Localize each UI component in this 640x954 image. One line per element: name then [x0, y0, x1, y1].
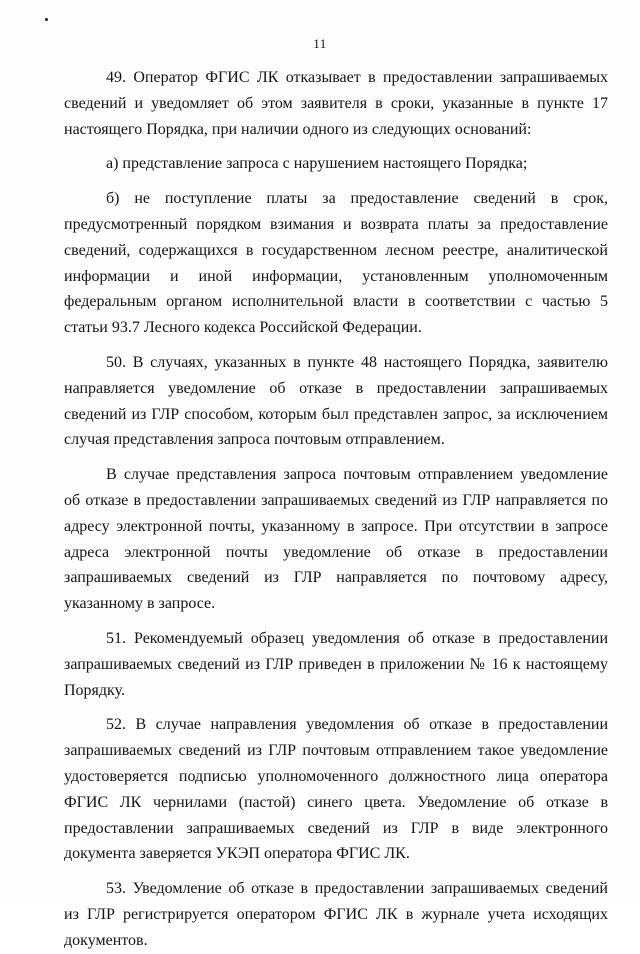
paragraph-53: 53. Уведомление об отказе в предоставлении запрашиваемых сведений из ГЛР регистрируется оператором ФГИС ЛК в журнале учета исходящих документов.	[64, 880, 608, 949]
scan-speck	[45, 18, 48, 21]
paragraph-51: 51. Рекомендуемый образец уведомления об отказе в предоставлении запрашиваемых сведений из ГЛР приведен в приложении № 16 к настоящему Порядку.	[64, 629, 608, 699]
paragraph-49: 49. Оператор ФГИС ЛК отказывает в предоставлении запрашиваемых сведений и уведомляет об этом заявителя в сроки, указанные в пункте 17 настоящего Порядка, при наличии одного из следующих оснований:	[64, 69, 608, 138]
paragraph-50: 50. В случаях, указанных в пункте 48 настоящего Порядка, заявителю направляется уведомление об отказе в предоставлении запрашиваемых сведений из ГЛР способом, которым был представлен запрос, за исключением случая представления запроса почтовым отправлением.	[64, 353, 608, 449]
paragraph-49-a: а) представление запроса с нарушением настоящего Порядка;	[106, 155, 528, 173]
paragraph-49-b: б) не поступление платы за предоставление сведений в срок, предусмотренный порядком взимания и возврата платы за предоставление сведений, содержащихся в государственном лесном реестре, аналитической информации и иной информации, установленным уполномоченным федеральным органом исполнительной власти в соответствии с частью 5 статьи 93.7 Лесного кодекса Российской Федерации.	[64, 190, 608, 337]
paragraph-50-cont: В случае представления запроса почтовым отправлением уведомление об отказе в предоставлении запрашиваемых сведений из ГЛР направляется по адресу электронной почты, указанному в запросе. При отсутствии в запросе адреса электронной почты уведомление об отказе в предоставлении запрашиваемых сведений из ГЛР направляется по почтовому адресу, указанному в запросе.	[64, 466, 608, 613]
paragraph-52: 52. В случае направления уведомления об отказе в предоставлении запрашиваемых сведений из ГЛР почтовым отправлением такое уведомление удостоверяется подписью уполномоченного должностного лица оператора ФГИС ЛК чернилами (пастой) синего цвета. Уведомление об отказе в предоставлении запрашиваемых сведений из ГЛР в виде электронного документа заверяется УКЭП оператора ФГИС ЛК.	[64, 716, 608, 863]
page-number: 11	[313, 36, 327, 51]
document-body	[64, 56, 608, 954]
